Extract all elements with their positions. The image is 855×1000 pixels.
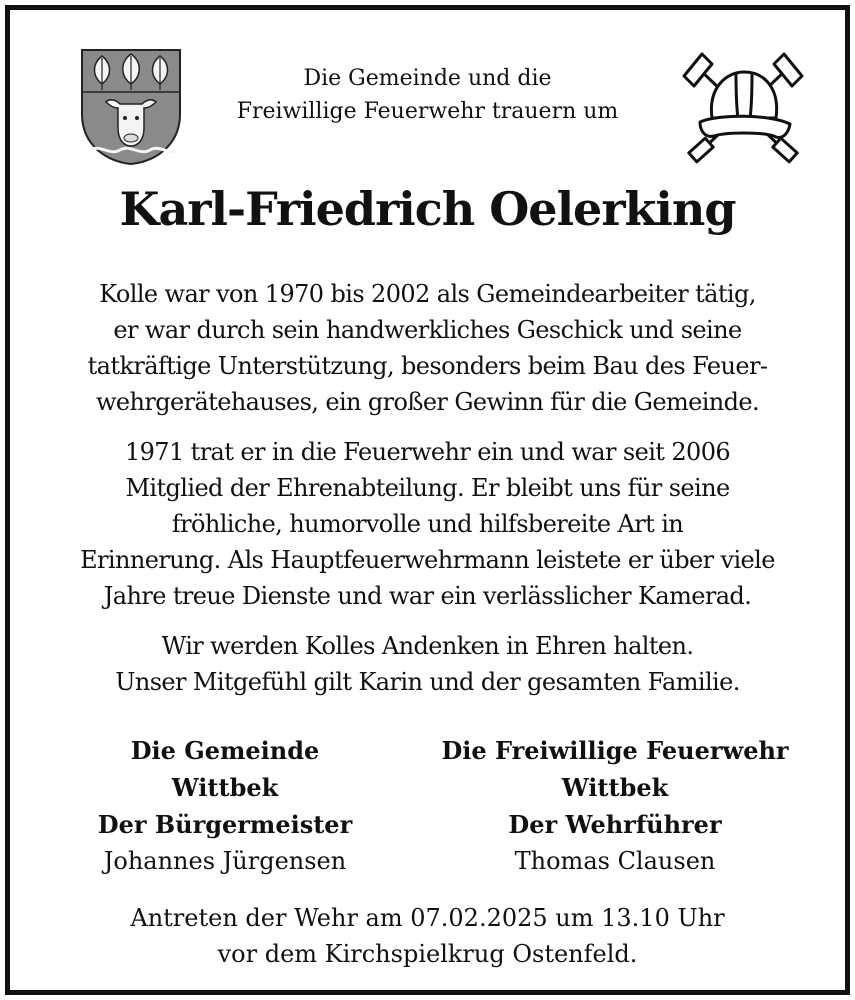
- signature-role: Der Wehrführer: [508, 810, 722, 839]
- paragraph-line: Wir werden Kolles Andenken in Ehren halten.: [161, 632, 694, 660]
- intro-line: Die Gemeinde und die: [303, 66, 552, 91]
- signature-person: Johannes Jürgensen: [103, 847, 347, 875]
- paragraph-line: er war durch sein handwerkliches Geschick und seine: [113, 316, 742, 344]
- coat-of-arms-icon: [80, 48, 182, 166]
- signature-place: Wittbek: [171, 773, 279, 802]
- assembly-notice: [10, 900, 845, 972]
- signature-fire-brigade: [415, 732, 815, 880]
- intro-line: Freiwillige Feuerwehr trauern um: [236, 99, 619, 124]
- paragraph-line: Erinnerung. Als Hauptfeuerwehrmann leistete er über viele: [80, 546, 775, 574]
- fire-helmet-icon: [678, 48, 808, 164]
- tribute-paragraph-work: [10, 276, 845, 420]
- signature-org: Die Freiwillige Feuerwehr: [441, 736, 789, 765]
- paragraph-line: tatkräftige Unterstützung, besonders beim Bau des Feuer-: [87, 352, 768, 380]
- tribute-paragraph-fire-brigade: [10, 434, 845, 614]
- deceased-name: Karl-Friedrich Oelerking: [119, 182, 736, 236]
- signature-role: Der Bürgermeister: [97, 810, 353, 839]
- paragraph-line: Jahre treue Dienste und war ein verlässlicher Kamerad.: [103, 582, 752, 610]
- paragraph-line: wehrgerätehauses, ein großer Gewinn für die Gemeinde.: [95, 388, 760, 416]
- signature-person: Thomas Clausen: [514, 847, 716, 875]
- signature-municipality: [80, 732, 370, 880]
- footer-line: vor dem Kirchspielkrug Ostenfeld.: [217, 940, 638, 968]
- paragraph-line: Unser Mitgefühl gilt Karin und der gesamten Familie.: [115, 668, 740, 696]
- tribute-paragraph-condolence: [10, 628, 845, 700]
- paragraph-line: fröhliche, humorvolle und hilfsbereite Art in: [171, 510, 684, 538]
- intro-text: [190, 62, 665, 128]
- signature-place: Wittbek: [561, 773, 669, 802]
- paragraph-line: Kolle war von 1970 bis 2002 als Gemeindearbeiter tätig,: [99, 280, 756, 308]
- paragraph-line: Mitglied der Ehrenabteilung. Er bleibt uns für seine: [125, 474, 730, 502]
- obituary-notice: [5, 5, 850, 995]
- paragraph-line: 1971 trat er in die Feuerwehr ein und war seit 2006: [124, 438, 731, 466]
- signature-org: Die Gemeinde: [130, 736, 320, 765]
- footer-line: Antreten der Wehr am 07.02.2025 um 13.10 Uhr: [130, 904, 725, 932]
